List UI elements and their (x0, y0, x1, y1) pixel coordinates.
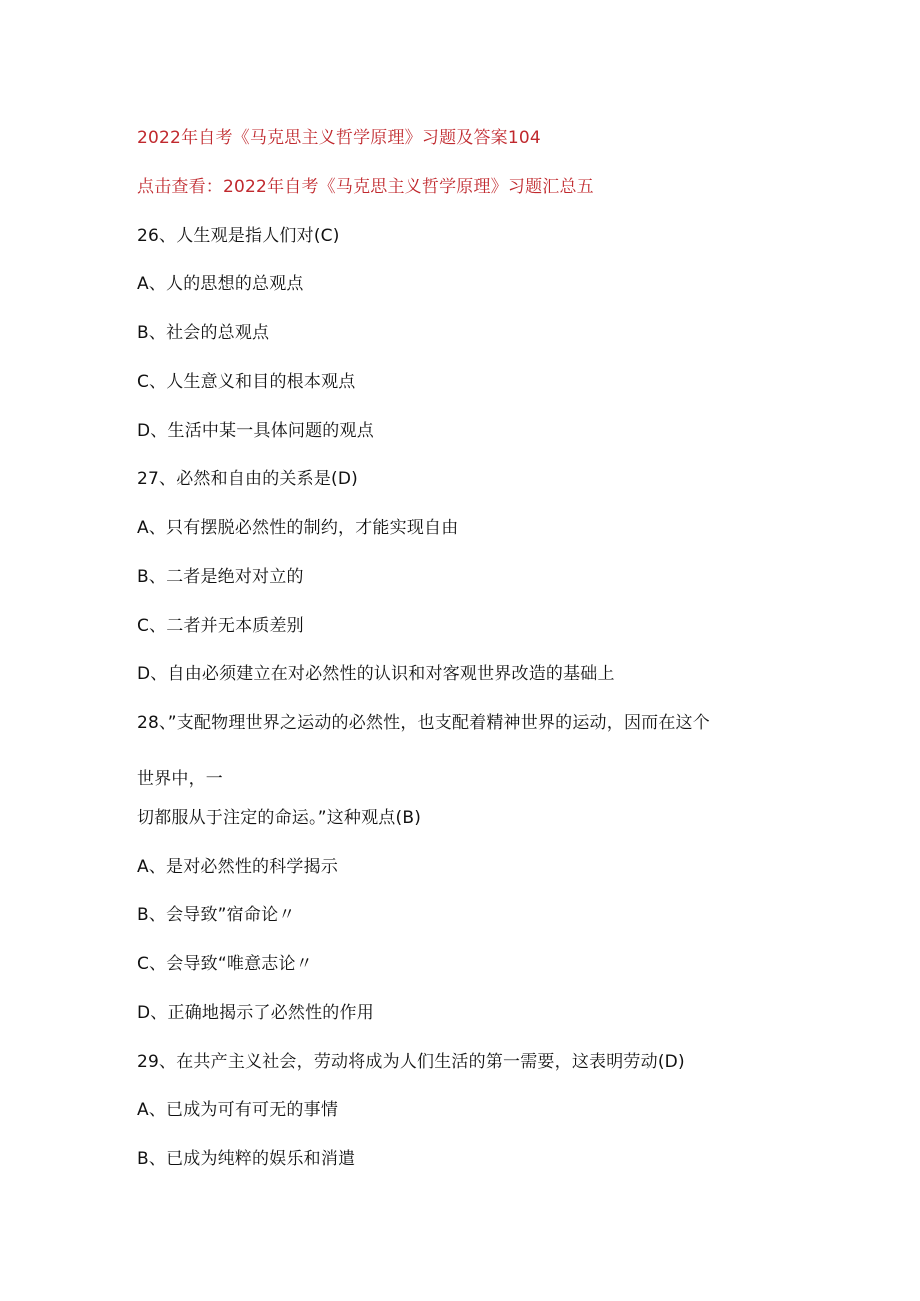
question-29-option-b: B、已成为纯粹的娱乐和消遣 (137, 1149, 356, 1169)
question-28-line-1: 28、”支配物理世界之运动的必然性，也支配着精神世界的运动，因而在这个 (137, 713, 710, 733)
question-26-option-b: B、社会的总观点 (137, 323, 270, 343)
document-title: 2022年自考《马克思主义哲学原理》习题及答案104 (137, 128, 541, 148)
question-28-option-b: B、会导致”宿命论〃 (137, 905, 296, 925)
question-26-option-c: C、人生意义和目的根本观点 (137, 372, 356, 392)
question-29-option-a: A、已成为可有可无的事情 (137, 1100, 339, 1120)
question-28-line-2: 世界中，一 (137, 769, 223, 789)
summary-link[interactable]: 点击查看：2022年自考《马克思主义哲学原理》习题汇总五 (137, 177, 594, 197)
question-26: 26、人生观是指人们对(C) (137, 226, 340, 246)
question-28-option-c: C、会导致“唯意志论〃 (137, 954, 313, 974)
question-27-option-c: C、二者并无本质差别 (137, 616, 304, 636)
question-29: 29、在共产主义社会，劳动将成为人们生活的第一需要，这表明劳动(D) (137, 1052, 685, 1072)
question-26-option-a: A、人的思想的总观点 (137, 274, 304, 294)
question-28-option-a: A、是对必然性的科学揭示 (137, 857, 339, 877)
question-27-option-d: D、自由必须建立在对必然性的认识和对客观世界改造的基础上 (137, 664, 615, 684)
question-28-option-d: D、正确地揭示了必然性的作用 (137, 1003, 374, 1023)
question-27-option-a: A、只有摆脱必然性的制约，才能实现自由 (137, 518, 459, 538)
question-27: 27、必然和自由的关系是(D) (137, 469, 358, 489)
question-27-option-b: B、二者是绝对对立的 (137, 567, 304, 587)
question-26-option-d: D、生活中某一具体问题的观点 (137, 421, 374, 441)
question-28-line-3: 切都服从于注定的命运。”这种观点(B) (137, 808, 422, 828)
